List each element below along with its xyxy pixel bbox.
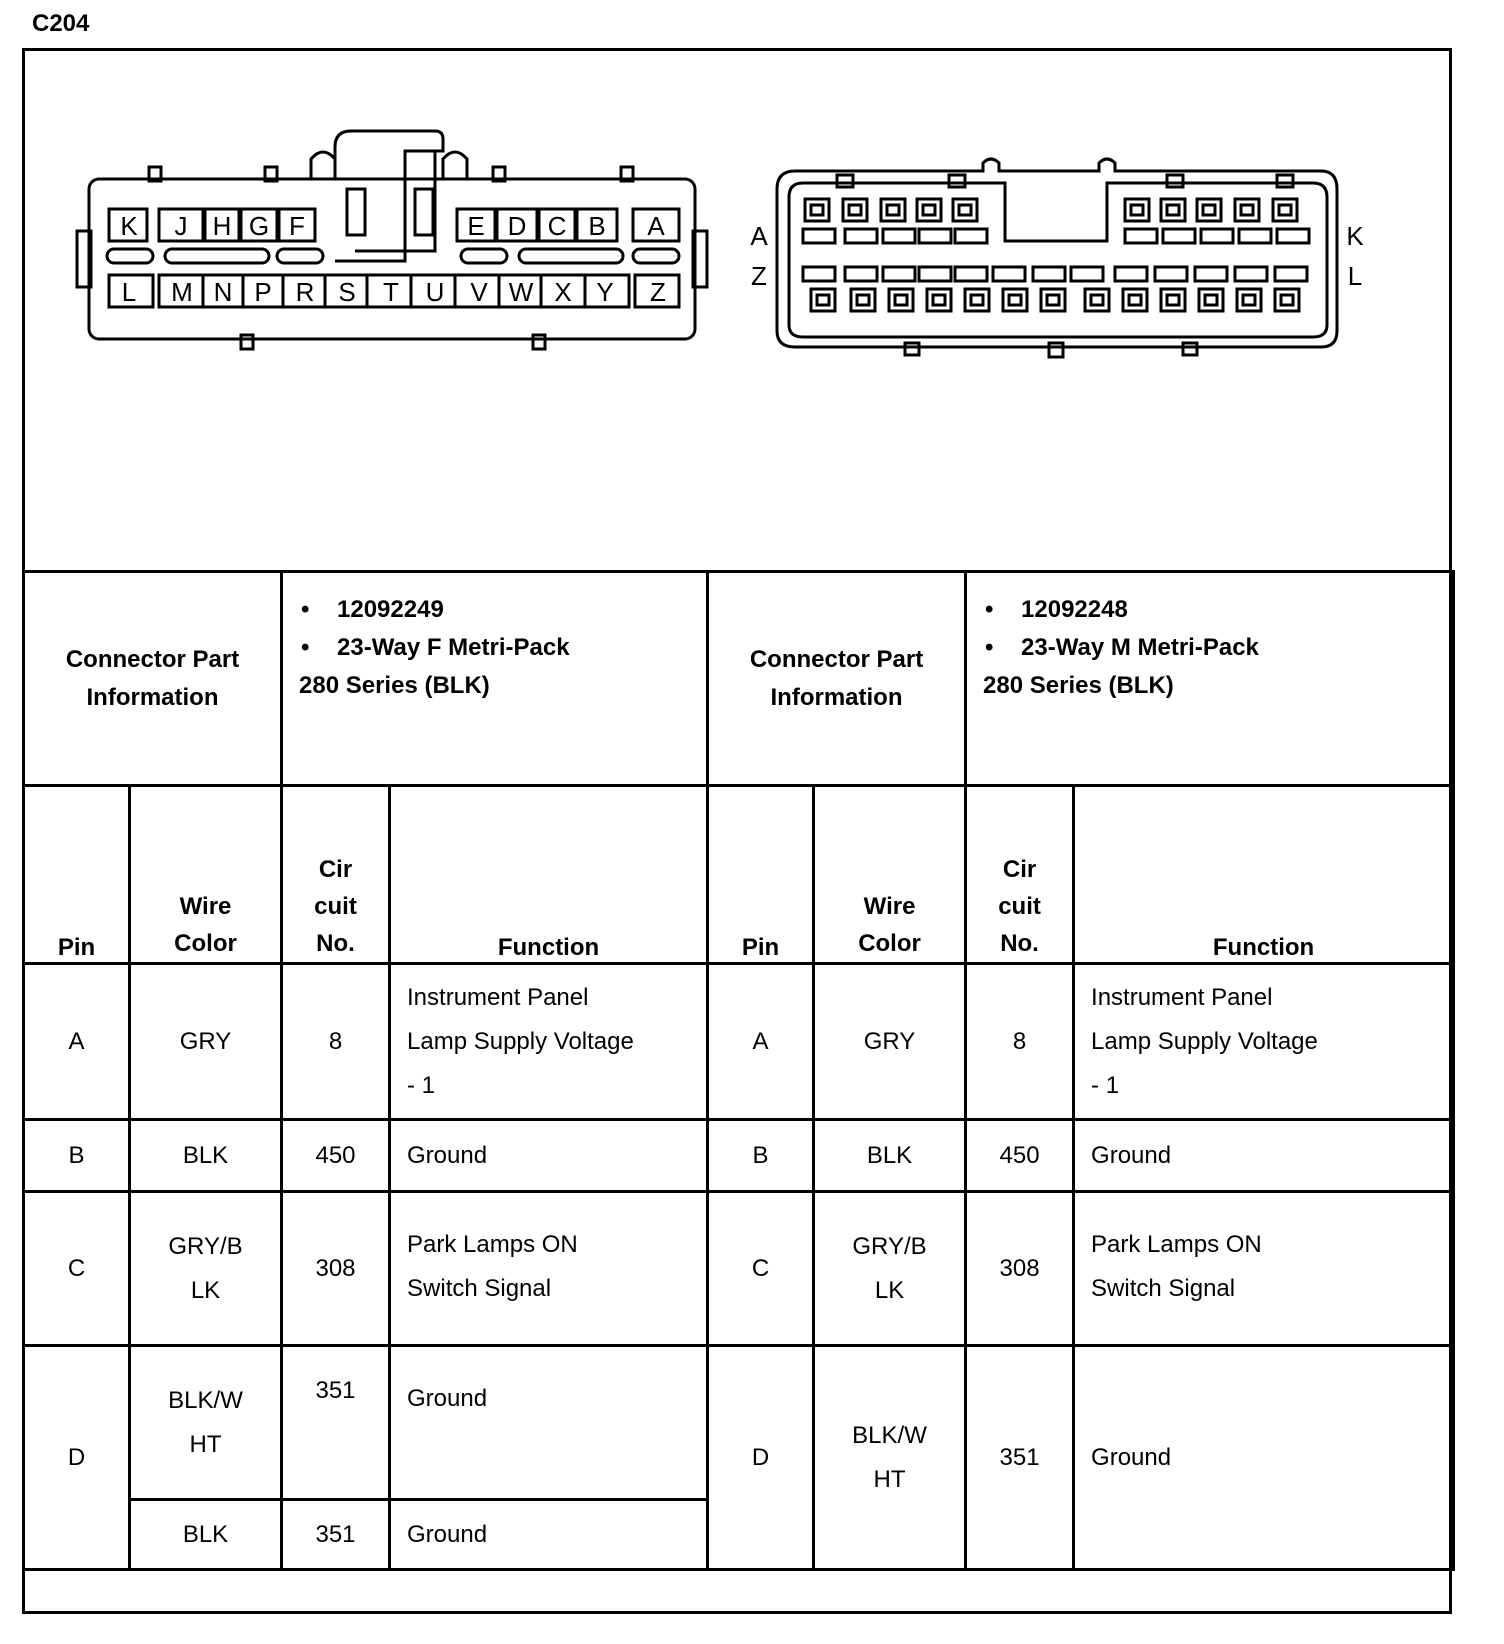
right-separator <box>803 267 835 281</box>
pinout-table <box>22 570 1455 1571</box>
left-pin-label: P <box>254 277 272 307</box>
right-terminal-square <box>851 289 875 311</box>
pin-cell: A <box>708 964 814 1120</box>
right-terminal-square <box>927 289 951 311</box>
function-cell: Instrument Panel Lamp Supply Voltage - 1 <box>1074 964 1454 1120</box>
right-terminal-square <box>843 199 867 221</box>
right-separator <box>955 229 987 243</box>
right-terminal-pin <box>1243 295 1255 305</box>
right-terminal-square <box>965 289 989 311</box>
left-separator <box>519 249 623 263</box>
function-cell: Ground <box>390 1500 708 1570</box>
connector-frame <box>22 48 1452 1614</box>
left-pin-label: E <box>467 211 485 241</box>
pin-cell: D <box>24 1346 130 1570</box>
left-pin-label: H <box>212 211 232 241</box>
right-terminal-square <box>1275 289 1299 311</box>
right-terminal-square <box>1085 289 1109 311</box>
right-terminal-pin <box>1167 295 1179 305</box>
right-terminal-square <box>1125 199 1149 221</box>
table-row <box>24 964 1454 1120</box>
left-pin-label: Y <box>596 277 614 307</box>
right-corner-label-l: L <box>1347 261 1363 291</box>
wire-color-cell: BLK <box>130 1120 282 1192</box>
pin-cell: C <box>24 1192 130 1346</box>
left-pin-label: A <box>647 211 665 241</box>
left-pin-label: U <box>425 277 445 307</box>
right-separator <box>1163 229 1195 243</box>
right-separator <box>1155 267 1187 281</box>
right-terminal-square <box>811 289 835 311</box>
wire-color-cell: GRY <box>814 964 966 1120</box>
left-pin-label: G <box>248 211 270 241</box>
right-terminal-pin <box>1009 295 1021 305</box>
right-terminal-pin <box>1279 205 1291 215</box>
function-cell: Park Lamps ON Switch Signal <box>390 1192 708 1346</box>
pin-cell: B <box>708 1120 814 1192</box>
right-separator <box>883 229 915 243</box>
right-terminal-pin <box>959 205 971 215</box>
part-info-row <box>24 572 1454 786</box>
function-cell: Ground <box>390 1346 708 1500</box>
header-function: Function <box>1074 786 1454 964</box>
right-separator <box>1275 267 1307 281</box>
right-terminal-square <box>1273 199 1297 221</box>
right-terminal-pin <box>849 205 861 215</box>
right-terminal-pin <box>1091 295 1103 305</box>
wire-color-cell: BLK/W HT <box>130 1346 282 1500</box>
part-series: 280 Series (BLK) <box>983 672 1174 699</box>
function-cell: Instrument Panel Lamp Supply Voltage - 1 <box>390 964 708 1120</box>
table-row <box>24 1120 1454 1192</box>
right-separator <box>1125 229 1157 243</box>
left-separator <box>633 249 679 263</box>
right-terminal-square <box>889 289 913 311</box>
left-latch-post-left <box>311 152 335 179</box>
right-separator <box>845 267 877 281</box>
bullet-icon: • <box>985 596 994 623</box>
circuit-cell: 8 <box>282 964 390 1120</box>
right-terminal-pin <box>1167 205 1179 215</box>
right-bottom-nub <box>1049 343 1063 357</box>
circuit-cell: 308 <box>966 1192 1074 1346</box>
left-connector-body <box>89 179 695 339</box>
left-separator <box>165 249 269 263</box>
right-terminal-square <box>1123 289 1147 311</box>
right-terminal-square <box>881 199 905 221</box>
right-terminal-pin <box>971 295 983 305</box>
right-terminal-pin <box>1205 295 1217 305</box>
circuit-cell: 8 <box>966 964 1074 1120</box>
wire-color-cell: GRY/B LK <box>130 1192 282 1346</box>
function-cell: Ground <box>390 1120 708 1192</box>
right-top-nub <box>837 175 853 187</box>
wire-color-cell: GRY/B LK <box>814 1192 966 1346</box>
circuit-cell: 351 <box>282 1346 390 1500</box>
wire-color-cell: BLK <box>130 1500 282 1570</box>
left-pin-label: J <box>174 211 188 241</box>
right-terminal-pin <box>1203 205 1215 215</box>
wire-color-cell: BLK/W HT <box>814 1346 966 1570</box>
left-bottom-nub <box>241 335 253 349</box>
right-separator <box>955 267 987 281</box>
right-terminal-square <box>1161 289 1185 311</box>
right-separator <box>919 267 951 281</box>
left-pin-label: M <box>171 277 193 307</box>
right-terminal-square <box>953 199 977 221</box>
right-separator <box>1195 267 1227 281</box>
left-pin-label: Z <box>650 277 666 307</box>
right-terminal-square <box>1237 289 1261 311</box>
bullet-icon: • <box>985 634 994 661</box>
header-circuit-no: Cir cuit No. <box>966 786 1074 964</box>
circuit-cell: 351 <box>282 1500 390 1570</box>
right-top-nub <box>1167 175 1183 187</box>
right-terminal-square <box>917 199 941 221</box>
table-header-row <box>24 786 1454 964</box>
right-separator <box>1277 229 1309 243</box>
pin-cell: D <box>708 1346 814 1570</box>
left-pin-label: S <box>338 277 356 307</box>
right-connector-body <box>777 159 1337 347</box>
part-description: 23-Way F Metri-Pack <box>337 634 570 661</box>
right-bottom-nub <box>1183 343 1197 355</box>
right-terminal-pin <box>933 295 945 305</box>
left-pin-label: T <box>383 277 399 307</box>
right-terminal-pin <box>923 205 935 215</box>
right-separator <box>993 267 1025 281</box>
circuit-cell: 450 <box>282 1120 390 1192</box>
connector-title: C204 <box>32 10 90 37</box>
wire-color-cell: BLK <box>814 1120 966 1192</box>
bullet-icon: • <box>301 596 310 623</box>
left-connector-drawing <box>77 131 707 349</box>
bullet-icon: • <box>301 634 310 661</box>
header-function: Function <box>390 786 708 964</box>
left-separator <box>461 249 507 263</box>
header-pin: Pin <box>24 786 130 964</box>
circuit-cell: 308 <box>282 1192 390 1346</box>
right-separator <box>845 229 877 243</box>
part-info-label-right: Connector Part Information <box>708 572 966 786</box>
right-terminal-pin <box>1047 295 1059 305</box>
right-connector-cells <box>803 199 1309 311</box>
left-latch-slot-left <box>347 189 365 235</box>
right-separator <box>1201 229 1233 243</box>
pin-cell: C <box>708 1192 814 1346</box>
left-pin-label: K <box>120 211 138 241</box>
circuit-cell: 351 <box>966 1346 1074 1570</box>
connector-diagram-area <box>25 51 1449 575</box>
right-bottom-nub <box>905 343 919 355</box>
left-connector-latch <box>335 131 443 261</box>
left-pin-label: B <box>588 211 606 241</box>
right-separator <box>1239 229 1271 243</box>
left-pin-label: F <box>289 211 305 241</box>
right-terminal-square <box>1041 289 1065 311</box>
function-cell: Ground <box>1074 1120 1454 1192</box>
right-corner-label-a: A <box>750 221 768 251</box>
right-terminal-pin <box>811 205 823 215</box>
right-terminal-square <box>1199 289 1223 311</box>
part-number: 12092248 <box>1021 596 1128 623</box>
right-terminal-square <box>1197 199 1221 221</box>
left-separator <box>107 249 153 263</box>
right-terminal-pin <box>1281 295 1293 305</box>
right-terminal-square <box>1161 199 1185 221</box>
right-separator <box>1235 267 1267 281</box>
left-pin-label: R <box>295 277 315 307</box>
left-pin-label: N <box>213 277 233 307</box>
right-terminal-square <box>1003 289 1027 311</box>
function-cell: Park Lamps ON Switch Signal <box>1074 1192 1454 1346</box>
right-terminal-pin <box>1131 205 1143 215</box>
right-top-nub <box>1277 175 1293 187</box>
left-pin-label: W <box>508 277 534 307</box>
header-circuit-no: Cir cuit No. <box>282 786 390 964</box>
right-separator <box>883 267 915 281</box>
header-wire-color: Wire Color <box>130 786 282 964</box>
left-latch-post-right <box>443 152 467 179</box>
right-separator <box>1071 267 1103 281</box>
right-separator <box>1033 267 1065 281</box>
header-wire-color: Wire Color <box>814 786 966 964</box>
part-series: 280 Series (BLK) <box>299 672 490 699</box>
right-top-nub <box>949 175 965 187</box>
left-pin-label: D <box>507 211 527 241</box>
circuit-cell: 450 <box>966 1120 1074 1192</box>
left-latch-slot-right <box>415 189 433 235</box>
right-corner-label-z: Z <box>751 261 767 291</box>
right-corner-label-k: K <box>1346 221 1364 251</box>
left-pin-label: C <box>547 211 567 241</box>
left-separator <box>277 249 323 263</box>
pin-cell: A <box>24 964 130 1120</box>
right-terminal-pin <box>857 295 869 305</box>
right-terminal-square <box>805 199 829 221</box>
wire-color-cell: GRY <box>130 964 282 1120</box>
right-terminal-pin <box>1129 295 1141 305</box>
right-terminal-pin <box>895 295 907 305</box>
header-pin: Pin <box>708 786 814 964</box>
left-pin-label: L <box>121 277 137 307</box>
part-info-label-left: Connector Part Information <box>24 572 282 786</box>
function-cell: Ground <box>1074 1346 1454 1570</box>
right-connector-drawing <box>777 159 1337 357</box>
right-terminal-square <box>1235 199 1259 221</box>
right-separator <box>919 229 951 243</box>
left-bottom-nub <box>533 335 545 349</box>
right-separator <box>803 229 835 243</box>
part-info-value-left <box>282 572 708 786</box>
table-row <box>24 1346 1454 1500</box>
part-number: 12092249 <box>337 596 444 623</box>
table-row <box>24 1192 1454 1346</box>
left-pin-label: V <box>470 277 488 307</box>
right-separator <box>1115 267 1147 281</box>
right-terminal-pin <box>1241 205 1253 215</box>
pin-cell: B <box>24 1120 130 1192</box>
part-info-value-right <box>966 572 1454 786</box>
left-pin-label: X <box>554 277 572 307</box>
right-terminal-pin <box>817 295 829 305</box>
right-terminal-pin <box>887 205 899 215</box>
part-description: 23-Way M Metri-Pack <box>1021 634 1259 661</box>
